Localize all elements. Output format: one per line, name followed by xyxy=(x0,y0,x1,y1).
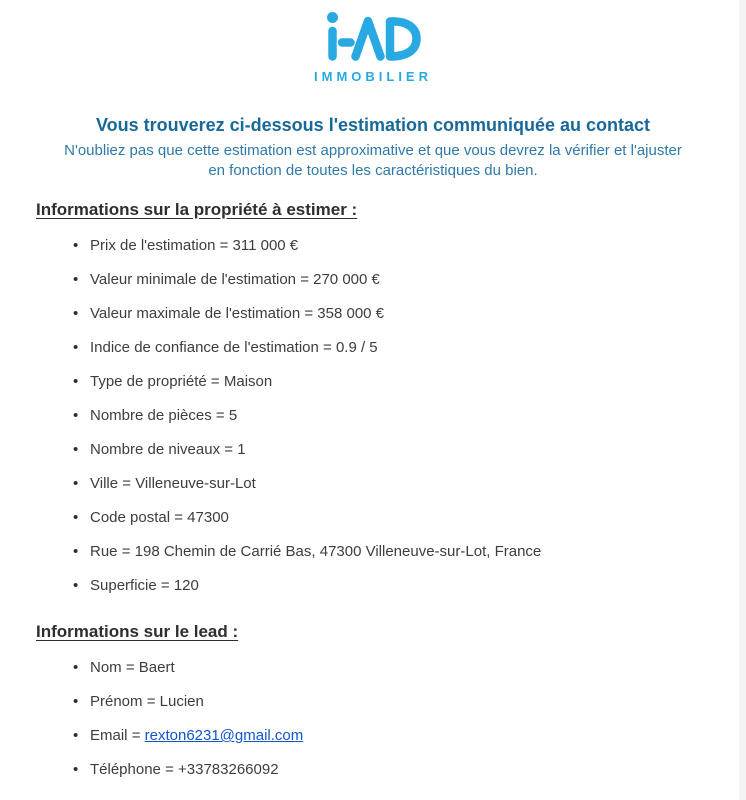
list-item xyxy=(90,476,716,492)
list-item xyxy=(90,374,716,390)
list-item-label: Prix de l'estimation xyxy=(90,237,216,254)
list-item-value: Maison xyxy=(223,373,273,390)
list-item xyxy=(90,510,716,526)
list-item-label: Nombre de niveaux xyxy=(90,441,221,458)
list-item xyxy=(90,544,716,560)
scrollbar-track[interactable] xyxy=(739,0,746,800)
equals-separator: = xyxy=(146,693,156,710)
disclaimer-line-2: en fonction de toutes les caractéristiques du bien. xyxy=(208,161,538,179)
equals-separator: = xyxy=(122,475,132,492)
list-item xyxy=(90,442,716,458)
list-item-label: Valeur minimale de l'estimation xyxy=(90,271,297,288)
list-item-value: Baert xyxy=(138,659,175,676)
list-item-value: 358 000 € xyxy=(317,305,385,322)
list-item-value: 311 000 € xyxy=(232,237,299,254)
list-item xyxy=(90,762,716,778)
list-item-label: Type de propriété xyxy=(90,373,207,390)
list-item xyxy=(90,340,716,356)
list-item xyxy=(90,660,716,676)
equals-separator: = xyxy=(219,237,229,254)
list-item-value: 270 000 € xyxy=(313,271,380,288)
section-heading-lead: Informations sur le lead : xyxy=(36,622,239,641)
list-item-label: Téléphone xyxy=(90,761,161,778)
list-item-label: Nom xyxy=(90,659,122,676)
list-item xyxy=(90,238,716,254)
section-heading-property: Informations sur la propriété à estimer : xyxy=(36,200,358,219)
lead-info-list xyxy=(36,660,716,778)
list-item-label: Valeur maximale de l'estimation xyxy=(90,305,301,322)
estimation-title: Vous trouverez ci-dessous l'estimation communiquée au contact xyxy=(95,115,651,135)
list-item-label: Ville xyxy=(90,475,119,492)
email-link[interactable]: rexton6231@gmail.com xyxy=(144,727,304,744)
list-item xyxy=(90,728,716,744)
list-item-label: Indice de confiance de l'estimation xyxy=(90,339,319,356)
list-item-label: Nombre de pièces xyxy=(90,407,212,424)
iad-logo xyxy=(0,0,746,84)
disclaimer-line-1: N'oubliez pas que cette estimation est approximative et que vous devrez la vérifier et l'ajuster xyxy=(64,142,682,159)
list-item-label: Rue xyxy=(90,543,118,560)
list-item-label: Email xyxy=(90,727,128,744)
list-item-value: 1 xyxy=(237,441,246,458)
equals-separator: = xyxy=(165,761,174,778)
list-item xyxy=(90,408,716,424)
list-item-value: +33783266092 xyxy=(178,761,279,778)
property-info-list xyxy=(36,238,716,594)
list-item xyxy=(90,272,716,288)
equals-separator: = xyxy=(300,271,309,288)
equals-separator: = xyxy=(210,373,220,390)
list-item-value: Lucien xyxy=(159,693,204,710)
list-item-value: 0.9 / 5 xyxy=(335,339,378,356)
list-item xyxy=(90,578,716,594)
list-item-value: 198 Chemin de Carrié Bas, 47300 Villeneuve-sur-Lot, France xyxy=(134,543,542,560)
equals-separator: = xyxy=(224,441,234,458)
equals-separator: = xyxy=(125,659,135,676)
section-lead xyxy=(36,622,716,778)
list-item-label: Prénom xyxy=(90,693,143,710)
list-item-label: Superficie xyxy=(90,577,157,594)
equals-separator: = xyxy=(121,543,131,560)
list-item xyxy=(90,306,716,322)
list-item-label: Code postal xyxy=(90,509,171,526)
estimation-disclaimer xyxy=(0,141,746,180)
iad-logo-icon xyxy=(323,10,423,62)
list-item-value: 47300 xyxy=(187,509,229,526)
equals-separator: = xyxy=(131,727,141,744)
list-item-value: 120 xyxy=(173,577,199,594)
equals-separator: = xyxy=(323,339,332,356)
equals-separator: = xyxy=(304,305,314,322)
iad-logo-immobilier-text: IMMOBILIER xyxy=(314,69,432,84)
section-property xyxy=(36,200,716,594)
equals-separator: = xyxy=(215,407,225,424)
list-item xyxy=(90,694,716,710)
list-item-value: Villeneuve-sur-Lot xyxy=(135,475,256,492)
equals-separator: = xyxy=(160,577,170,594)
list-item-value: 5 xyxy=(228,407,238,424)
equals-separator: = xyxy=(174,509,183,526)
